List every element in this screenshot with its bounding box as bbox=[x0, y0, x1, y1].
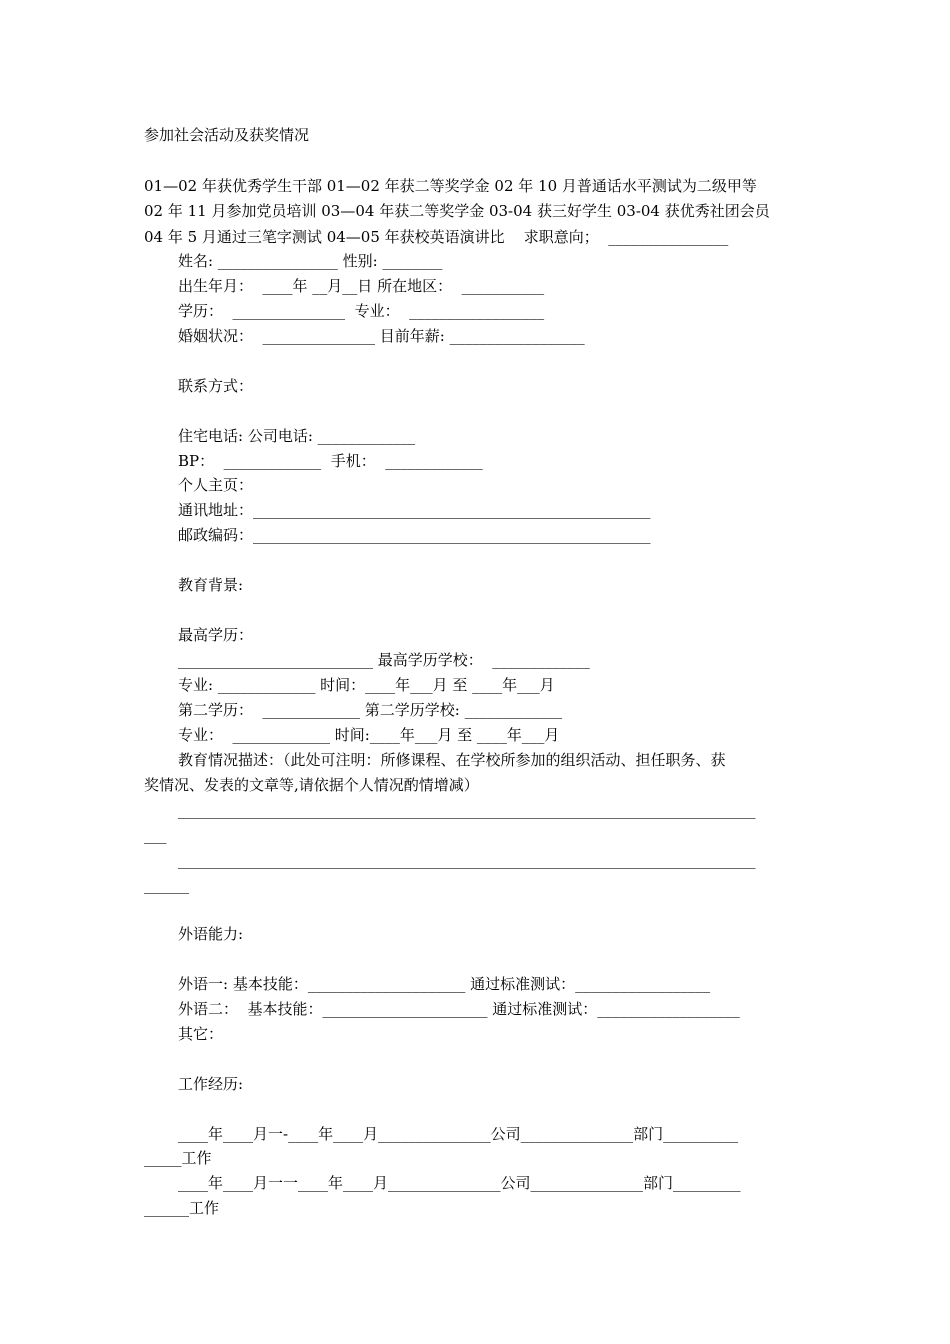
postcode-line: 邮政编码：_____________________________________________________ bbox=[178, 526, 651, 544]
work-entry-2-cont: ______工作 bbox=[144, 1199, 220, 1217]
awards-line-1: 01—02 年获优秀学生干部 01—02 年获二等奖学金 02 年 10 月普通话水平测试为二级甲等 bbox=[144, 177, 757, 195]
birth-region-line: 出生年月： ____年 __月__日 所在地区： ___________ bbox=[178, 277, 545, 295]
education-blank-2: _____________________________________________________________________________ bbox=[178, 851, 756, 869]
education-description-line-2: 奖情况、发表的文章等,请依据个人情况酌情增减） bbox=[144, 776, 479, 794]
work-title: 工作经历: bbox=[178, 1075, 244, 1093]
language-1-line: 外语一: 基本技能：_____________________ 通过标准测试：__________________ bbox=[178, 975, 711, 993]
work-entry-2: ____年____月一一____年____月_______________公司_______________部门_________ bbox=[178, 1174, 741, 1192]
work-entry-1: ____年____月一-____年____月_______________公司_______________部门__________ bbox=[178, 1125, 739, 1143]
highest-degree-line: __________________________ 最高学历学校： _____________ bbox=[178, 651, 590, 669]
address-line: 通讯地址：_____________________________________________________ bbox=[178, 501, 651, 519]
language-title: 外语能力: bbox=[178, 925, 244, 943]
work-entry-1-cont: _____工作 bbox=[144, 1149, 212, 1167]
education-blank-1: _____________________________________________________________________________ bbox=[178, 801, 756, 819]
contact-title: 联系方式： bbox=[178, 377, 254, 395]
name-gender-line: 姓名: ________________ 性别: ________ bbox=[178, 252, 443, 270]
education-major-line: 学历： _______________ 专业： __________________ bbox=[178, 302, 545, 320]
highest-degree-label: 最高学历： bbox=[178, 626, 254, 644]
homepage-line: 个人主页： bbox=[178, 476, 254, 494]
phone-line: 住宅电话: 公司电话: _____________ bbox=[178, 427, 416, 445]
awards-line-3: 04 年 5 月通过三笔字测试 04—05 年获校英语演讲比 求职意向； ________________ bbox=[144, 228, 729, 246]
bp-mobile-line: BP： _____________ 手机： _____________ bbox=[178, 452, 483, 470]
marital-salary-line: 婚姻状况： _______________ 目前年薪: __________________ bbox=[178, 327, 585, 345]
language-other-line: 其它： bbox=[178, 1025, 224, 1043]
section-heading-activities: 参加社会活动及获奖情况 bbox=[144, 126, 310, 144]
education-blank-2-cont: ______ bbox=[144, 876, 189, 894]
major-time-line-1: 专业: _____________ 时间：____年___月 至 ____年___月 bbox=[178, 676, 555, 694]
major-time-line-2: 专业： _____________ 时间:____年___月 至 ____年___月 bbox=[178, 726, 560, 744]
education-description-line-1: 教育情况描述：（此处可注明：所修课程、在学校所参加的组织活动、担任职务、获 bbox=[178, 751, 726, 769]
education-title: 教育背景: bbox=[178, 576, 244, 594]
second-degree-line: 第二学历： _____________ 第二学历学校: _____________ bbox=[178, 701, 563, 719]
education-blank-1-cont: ___ bbox=[144, 826, 167, 844]
language-2-line: 外语二： 基本技能：______________________ 通过标准测试：___________________ bbox=[178, 1000, 740, 1018]
awards-line-2: 02 年 11 月参加党员培训 03—04 年获二等奖学金 03-04 获三好学生 03-04 获优秀社团会员 bbox=[144, 202, 770, 220]
